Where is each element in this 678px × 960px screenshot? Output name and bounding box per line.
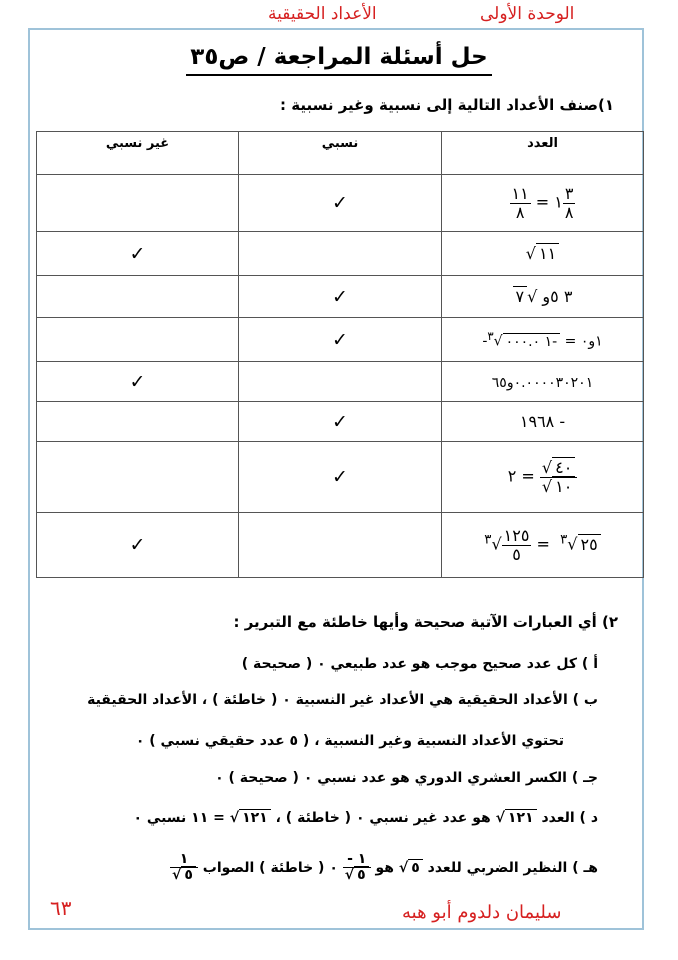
check-mark: ✓ <box>332 192 348 214</box>
col-number: العدد <box>442 132 644 175</box>
statement-e: هـ ) النظير الضربي للعدد √ ٥ هو $\frac{١ -}{√ ٥}$ ٠ ( خاطئة ) الصواب $\frac{١}{√ ٥}$ <box>172 851 598 884</box>
author-name: سليمان دلدوم أبو هبه <box>402 902 562 923</box>
header-unit: الوحدة الأولى <box>480 4 575 24</box>
table-row <box>37 513 644 578</box>
rational-cell <box>239 402 442 442</box>
table-row <box>37 402 644 442</box>
check-mark: ✓ <box>332 328 348 351</box>
number-cell: ٣ ٥و √٧ <box>442 276 644 318</box>
rational-cell <box>239 362 442 402</box>
number-cell: - ١٩٦٨ <box>442 402 644 442</box>
rational-cell <box>239 276 442 318</box>
rational-cell <box>239 232 442 276</box>
classification-table <box>36 131 644 578</box>
col-rational: نسبي <box>239 132 442 175</box>
statement-c: جـ ) الكسر العشري الدوري هو عدد نسبي ٠ ( صحيحة ) ٠ <box>215 770 598 786</box>
statement-b-line1: ب ) الأعداد الحقيقية هي الأعداد غير النسبية ٠ ( خاطئة ) ، الأعداد الحقيقية <box>87 692 598 708</box>
table-row <box>37 175 644 232</box>
page-number: ٦٣ <box>50 896 72 920</box>
number-cell: ٢٥√$^٣$ = $\frac{١٢٥}{٥}$ √$^٣$ <box>442 513 644 578</box>
expression: $\frac{١١}{٨}$ = ١ $\frac{٣}{٨}$ <box>511 183 574 222</box>
irrational-cell <box>37 318 239 362</box>
number-cell: -١و٠ = -١ ٠٠٠.٠√$^٣$ <box>442 318 644 362</box>
check-mark: ✓ <box>332 466 348 488</box>
check-mark: ✓ <box>332 285 348 308</box>
statement-b-line2: تحتوي الأعداد النسبية وغير النسبية ، ( ٥ عدد حقيقي نسبي ) ٠ <box>135 733 564 749</box>
table-row <box>37 362 644 402</box>
question-2-prompt: ٢) أي العبارات الآتية صحيحة وأيها خاطئة مع التبرير : <box>233 613 618 631</box>
rational-cell <box>239 175 442 232</box>
irrational-cell <box>37 362 239 402</box>
number-cell: ٢ = $\frac{√ ٤٠}{√ ١٠}$ <box>442 442 644 513</box>
page-title: حل أسئلة المراجعة / ص٣٥ <box>0 44 678 70</box>
number-cell: √ ١١ <box>442 232 644 276</box>
check-mark: ✓ <box>129 370 146 393</box>
table-row <box>37 232 644 276</box>
irrational-cell <box>37 276 239 318</box>
irrational-cell <box>37 402 239 442</box>
statement-d: د ) العدد √ ١٢١ هو عدد غير نسبي ٠ ( خاطئة ) ، √ ١٢١ = ١١ نسبي ٠ <box>133 810 598 826</box>
number-cell <box>442 175 644 232</box>
header-topic: الأعداد الحقيقية <box>268 4 377 24</box>
irrational-cell <box>37 232 239 276</box>
number-cell: ٠.٠٠٠٠٣٠٢٠١و٦٥ <box>442 362 644 402</box>
rational-cell <box>239 318 442 362</box>
check-mark: ✓ <box>129 534 146 556</box>
col-irrational: غير نسبي <box>37 132 239 175</box>
table-row <box>37 318 644 362</box>
question-1-prompt: ١)صنف الأعداد التالية إلى نسبية وغير نسبية : <box>280 96 614 114</box>
check-mark: ✓ <box>129 242 146 265</box>
irrational-cell <box>37 442 239 513</box>
table-row <box>37 442 644 513</box>
rational-cell <box>239 513 442 578</box>
rational-cell <box>239 442 442 513</box>
check-mark: ✓ <box>332 410 348 433</box>
table-row <box>37 276 644 318</box>
irrational-cell <box>37 513 239 578</box>
irrational-cell <box>37 175 239 232</box>
table-header-row <box>37 132 644 175</box>
statement-a: أ ) كل عدد صحيح موجب هو عدد طبيعي ٠ ( صحيحة ) <box>241 656 598 672</box>
